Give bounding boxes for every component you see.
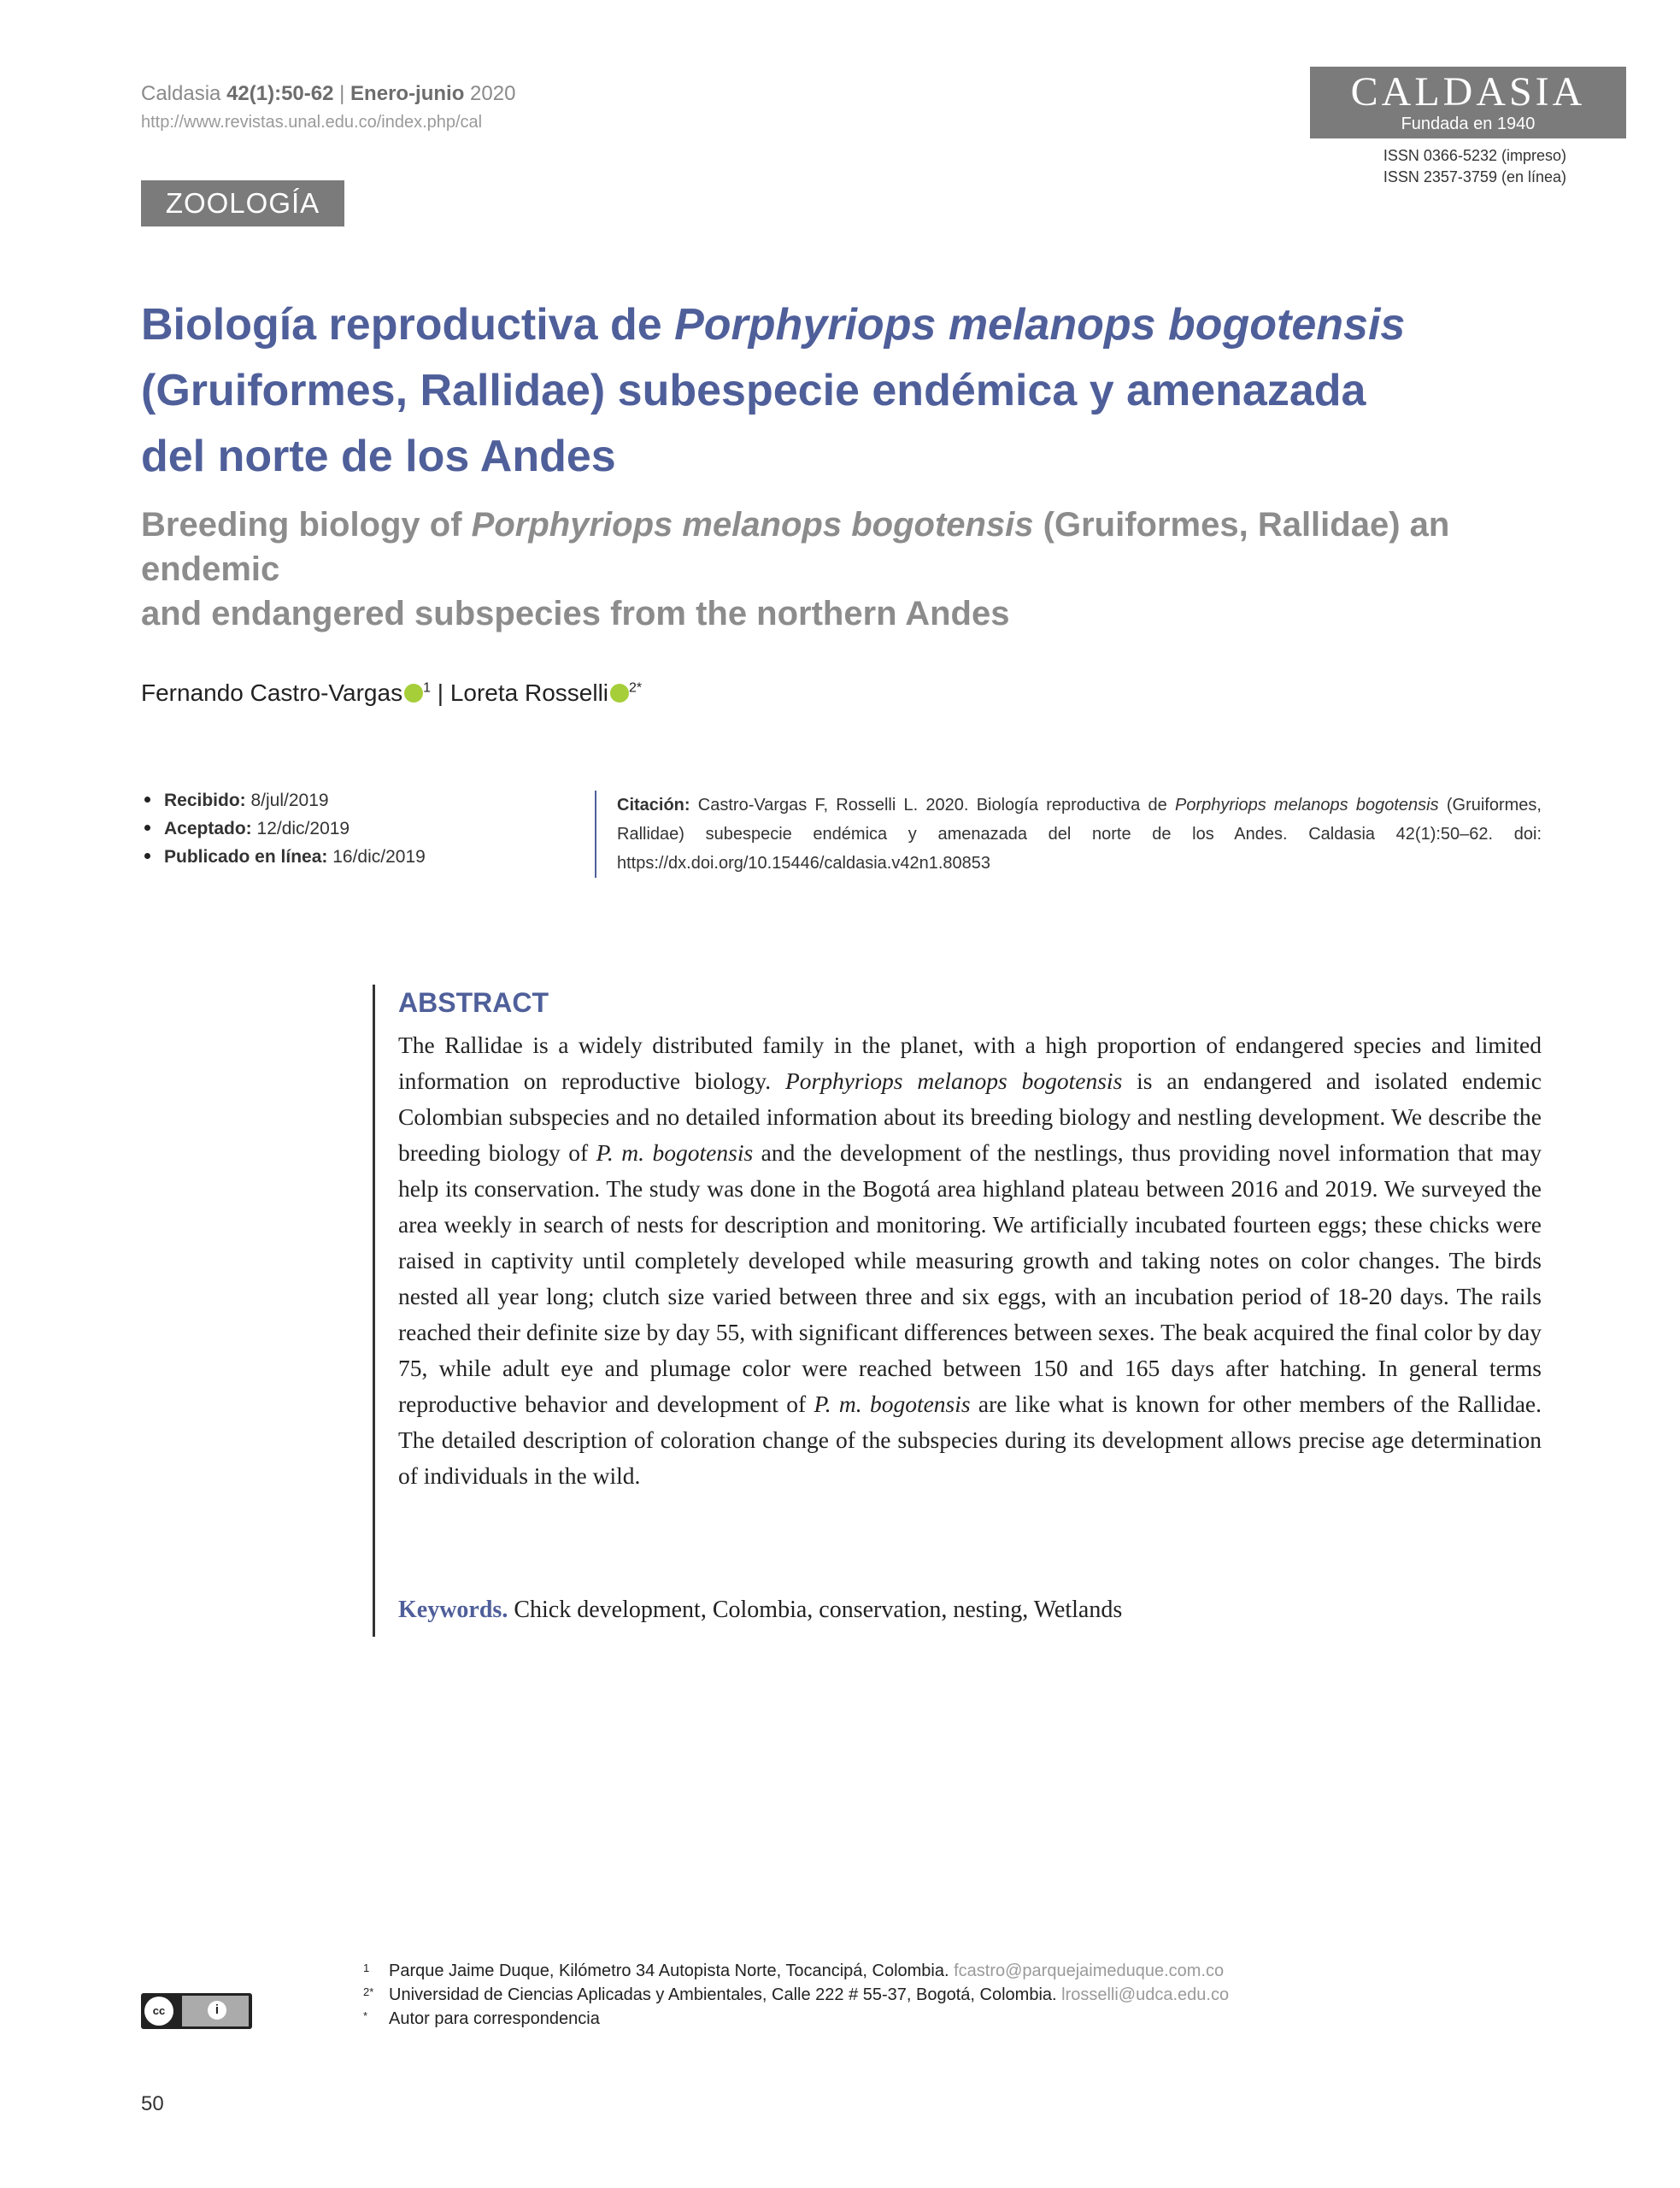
keywords-label: Keywords. [398,1597,508,1623]
species-name: P. m. bogotensis [596,1139,754,1166]
cc-license-icon[interactable] [141,1993,252,2029]
journal-prefix: Caldasia [141,82,221,105]
email-link[interactable]: lrosselli@udca.edu.co [1061,1985,1230,2004]
article-title [141,292,1594,490]
title-part3: del norte de los Andes [141,432,616,481]
citation-divider [595,791,596,878]
author-2: Loreta Rosselli [449,679,609,706]
subtitle-species: Porphyriops melanops bogotensis [471,506,1034,544]
abstract-divider [373,985,375,1637]
journal-reference [141,82,515,106]
author-list [141,679,642,707]
caldasia-logo [1310,67,1626,138]
journal-separator: | [339,82,345,105]
title-species: Porphyriops melanops bogotensis [674,300,1406,350]
author-1: Fernando Castro-Vargas [141,679,403,706]
attribution-icon: i [208,2001,226,2020]
author-1-affiliation: 1 [423,680,431,696]
abstract-heading: ABSTRACT [398,987,549,1018]
author-2-affiliation: 2* [629,680,643,696]
journal-period: Enero-junio [350,82,465,105]
orcid-icon[interactable] [404,684,423,703]
citation-block: Citación: Castro-Vargas F, Rosselli L. 2020. Biología reproductiva de Porphyriops melanops bogotensis (Gruiformes, Rallidae) subespecie endémica y amenazada del norte de los Andes. Caldasia 42(1):50–62. doi: https://dx.doi.org/10.15446/caldasia.v42n1.80853 [617,796,1542,873]
journal-year: 2020 [470,82,516,105]
issn-print: ISSN 0366-5232 (impreso) [1383,147,1566,164]
cc-icon: cc [144,1997,173,2026]
affiliation-footnotes [363,1962,1229,2033]
title-part2: (Gruiformes, Rallidae) subespecie endémica y amenazada [141,366,1366,415]
subtitle-part3: and endangered subspecies from the northern Andes [141,595,1010,632]
title-part1: Biología reproductiva de [141,300,675,350]
section-tag: ZOOLOGÍA [141,180,344,226]
date-accepted: Aceptado: 12/dic/2019 [141,819,426,847]
bullet-icon [144,853,150,859]
orcid-icon[interactable] [610,684,629,703]
publication-dates [141,791,426,875]
citation-label: Citación: [617,796,690,815]
journal-url[interactable]: http://www.revistas.unal.edu.co/index.php/cal [141,113,483,132]
bullet-icon [144,797,150,803]
article-subtitle [141,503,1594,636]
author-separator: | [430,679,450,706]
journal-volume: 42(1):50-62 [226,82,334,105]
email-link[interactable]: fcastro@parquejaimeduque.com.co [954,1962,1225,1980]
abstract-body: The Rallidae is a widely distributed family in the planet, with a high proportion of endangered species and limited information on reproductive biology. Porphyriops melanops bogotensis is an endangered and isolated endemic Colombian subspecies and no detailed information about its breeding biology and nestling development. We describe the breeding biology of P. m. bogotensis and the development of the nestlings, thus providing novel information that may help its conservation. The study was done in the Bogotá area highland plateau between 2016 and 2019. We surveyed the area weekly in search of nests for description and monitoring. We artificially incubated fourteen eggs; these chicks were raised in captivity until completely developed while measuring growth and taking notes on color changes. The birds nested all year long; clutch size varied between three and six eggs, with an incubation period of 18-20 days. The rails reached their definite size by day 55, with significant differences between sexes. The beak acquired the final color by day 75, while adult eye and plumage color were reached between 150 and 165 days after hatching. In general terms reproductive behavior and development of P. m. bogotensis are like what is known for other members of the Rallidae. The detailed description of coloration change of the subspecies during its development allows precise age determination of individuals in the wild. [398,1032,1542,1489]
logo-name: CALDASIA [1350,69,1586,115]
species-name: Porphyriops melanops bogotensis [784,1068,1123,1094]
keywords [398,1597,1122,1624]
footnote-1: 1 Parque Jaime Duque, Kilómetro 34 Autopista Norte, Tocancipá, Colombia. fcastro@parquejaimeduque.com.co [363,1962,1225,1980]
date-received: Recibido: 8/jul/2019 [141,791,426,819]
footnote-2: 2* Universidad de Ciencias Aplicadas y Ambientales, Calle 222 # 55-37, Bogotá, Colombia. lrosselli@udca.edu.co [363,1985,1230,2004]
citation-species: Porphyriops melanops bogotensis [1174,796,1439,815]
citation-doi: (Gruiformes, Rallidae) subespecie endémica y amenazada del norte de los Andes. Caldasia 42(1):50–62. doi: https://dx.doi.org/10.15446/caldasia.v42n1.80853 [617,796,1542,873]
date-published: Publicado en línea: 16/dic/2019 [141,847,426,875]
keywords-list: Chick development, Colombia, conservation, nesting, Wetlands [508,1597,1123,1623]
bullet-icon [144,825,150,831]
page-number: 50 [141,2092,164,2115]
subtitle-part1: Breeding biology of [141,506,472,544]
footnote-3: * Autor para correspondencia [363,2009,600,2028]
species-name: P. m. bogotensis [814,1391,971,1417]
issn-online: ISSN 2357-3759 (en línea) [1383,168,1566,185]
logo-subtitle: Fundada en 1940 [1401,115,1536,133]
subtitle-part2: (Gruiformes, Rallidae) an endemic [141,506,1450,588]
